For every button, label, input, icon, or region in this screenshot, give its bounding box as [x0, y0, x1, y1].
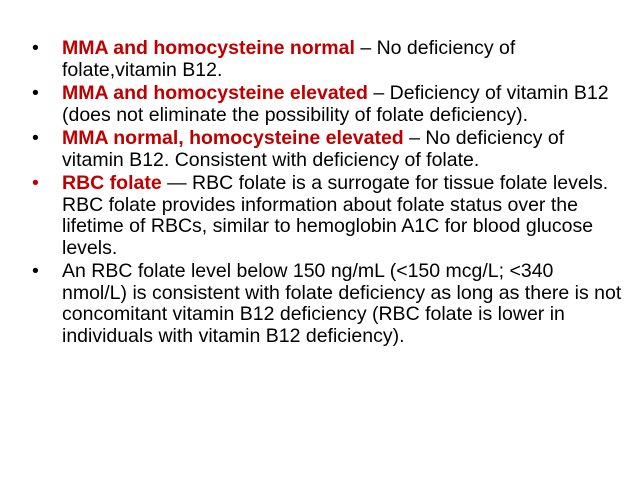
bullet-item-mma-normal [32, 128, 622, 171]
bullet-dot: • [32, 260, 39, 282]
bullet-highlight: RBC folate [62, 172, 162, 194]
bullet-dot: • [32, 127, 39, 149]
bullet-highlight: MMA and homocysteine normal [62, 37, 355, 59]
bullet-item-elevated [32, 83, 622, 126]
bullet-item-normal [32, 38, 622, 81]
bullet-text: – Deficiency of vitamin B12 (does not eliminate the possibility of folate deficiency). [62, 82, 609, 126]
bullet-text: – No deficiency of folate,vitamin B12. [62, 37, 516, 81]
bullet-highlight: MMA normal, homocysteine elevated [62, 127, 404, 149]
bullet-text: An RBC folate level below 150 ng/mL (<150 mcg/L; <340 nmol/L) is consistent with folate deficiency as long as there is not concomitant vitamin B12 deficiency (RBC folate is lower in individuals with vitamin B12 deficiency). [62, 260, 622, 347]
bullet-item-rbc-level [32, 261, 622, 347]
bullet-text: — RBC folate is a surrogate for tissue folate levels. RBC folate provides information about folate status over the lifetime of RBCs, similar to hemoglobin A1C for blood glucose levels. [62, 172, 609, 259]
bullet-text: – No deficiency of vitamin B12. Consistent with deficiency of folate. [62, 127, 565, 171]
bullet-dot: • [32, 172, 39, 194]
bullet-item-rbc-folate [32, 173, 622, 259]
bullet-highlight: MMA and homocysteine elevated [62, 82, 368, 104]
bullet-list [32, 38, 622, 349]
bullet-dot: • [32, 37, 39, 59]
bullet-dot: • [32, 82, 39, 104]
